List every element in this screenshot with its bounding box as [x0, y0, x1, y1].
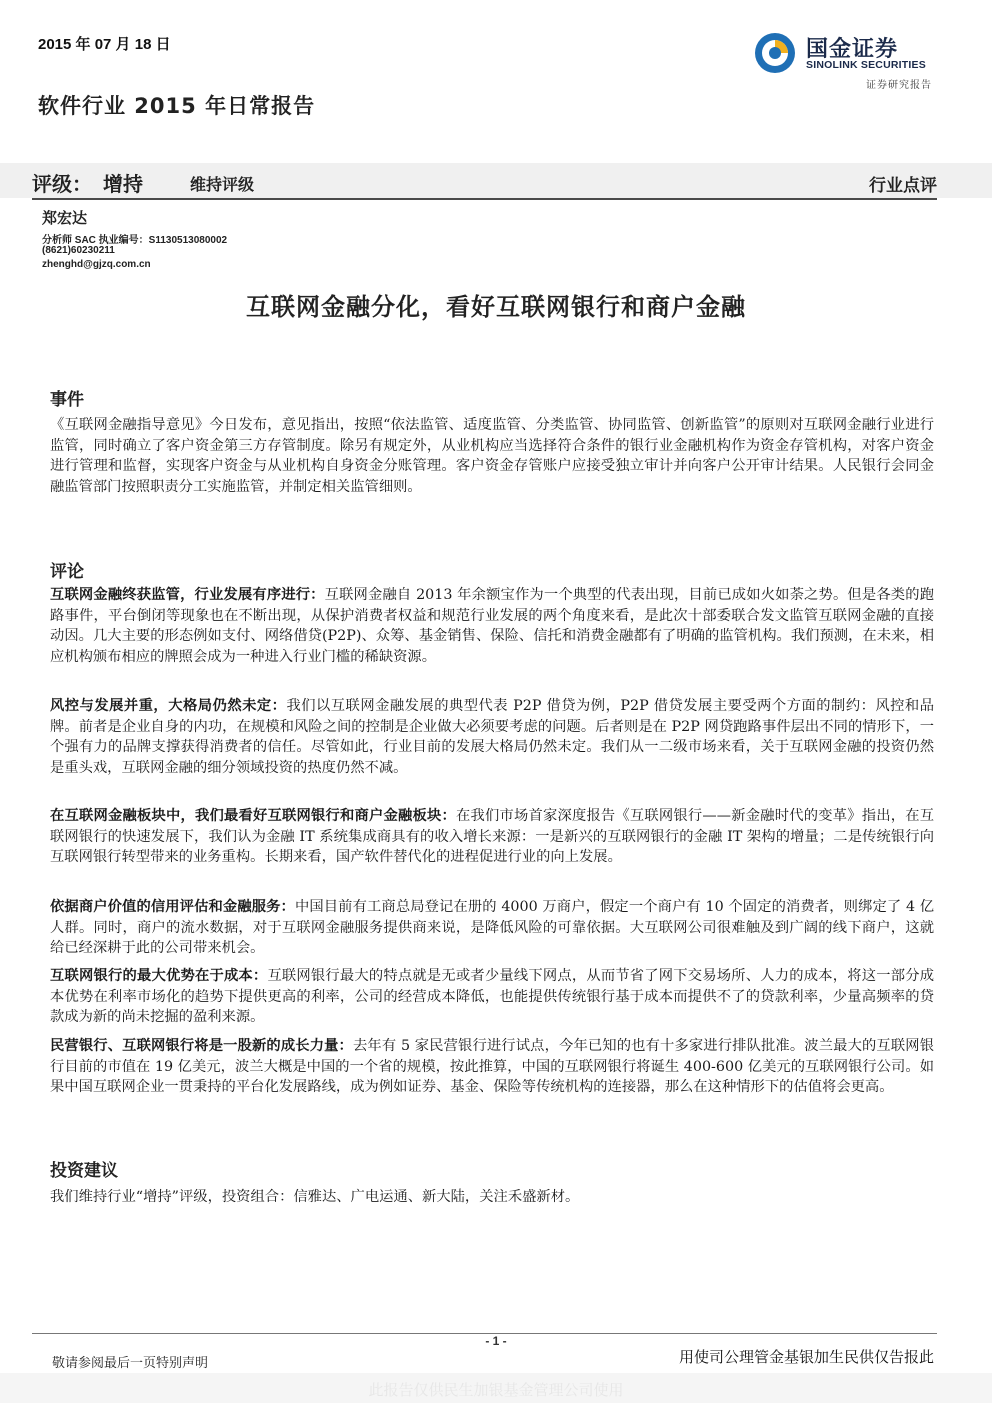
comment-text: 互联网银行最大的特点就是无或者少量线下网点，从而节省了网下交易场所、人力的成本，将这一部分成本优势在利率市场化的趋势下提供更高的利率，公司的经营成本降低，也能提供传统银行基于成本而提供不了的贷款利率，少量高频率的贷款成为新的尚未挖掘的盈利来源。 [50, 968, 935, 1026]
comment-paragraph [50, 1036, 934, 1098]
comment-paragraph [50, 806, 934, 868]
rating-value: 增持 [103, 172, 143, 196]
comment-lead: 民营银行、互联网银行将是一股新的成长力量： [50, 1038, 353, 1054]
comment-text: 去年有 5 家民营银行进行试点，今年已知的也有十多家进行排队批准。波兰最大的互联网银行目前的市值在 19 亿美元，波兰大概是中国的一个省的规模，按此推算，中国的互联网银行将诞生 400-600 亿美元的互联网银行公司。如果中国互联网企业一贯秉持的平台化发展路线，成为例如证券、基金、保险等传统机构的连接器，那么在这种情形下的估值将会更高。 [50, 1038, 935, 1096]
comment-paragraph [50, 696, 934, 778]
invest-paragraph: 我们维持行业“增持”评级，投资组合：信雅达、广电运通、新大陆，关注禾盛新材。 [50, 1189, 580, 1205]
report-headline: 互联网金融分化，看好互联网银行和商户金融 [246, 293, 746, 321]
sinolink-logo [754, 30, 944, 90]
comment-text: 在我们市场首家深度报告《互联网银行——新金融时代的变革》指出，在互联网银行的快速发展下，我们认为金融 IT 系统集成商具有的收入增长来源：一是新兴的互联网银行的金融 IT 架构的增量；二是传统银行向互联网银行转型带来的业务重构。长期来看，国产软件替代化的进程促进行业的向上发展。 [50, 808, 934, 866]
rating-band-divider [32, 198, 937, 200]
footer-usage-note: 用使司公理管金基银加生民供仅告报此 [678, 1348, 934, 1366]
page-number: - 1 - [485, 1334, 507, 1348]
footer-disclaimer: 敬请参阅最后一页特别声明 [52, 1356, 209, 1371]
comment-paragraph [50, 897, 934, 959]
comment-lead: 互联网金融终获监管，行业发展有序进行： [50, 587, 325, 603]
comment-lead: 在互联网金融板块中，我们最看好互联网银行和商户金融板块： [50, 808, 456, 824]
logo-english-name: SINOLINK SECURITIES [806, 59, 926, 71]
comment-text: 我们以互联网金融发展的典型代表 P2P 借贷为例，P2P 借贷发展主要受两个方面的制约：风控和品牌。前者是企业自身的内功，在规模和风险之间的控制是企业做大必须要考虑的问题。后者则是在 P2P 网贷跑路事件层出不同的情形下，一个强有力的品牌支撑获得消费者的信任。尽管如此，行业目前的发展大格局仍然未定。我们从一二级市场来看，关于互联网金融的投资仍然是重头戏，互联网金融的细分领域投资的热度仍然不减。 [50, 698, 934, 776]
logo-chinese-name: 国金证券 [806, 37, 899, 62]
report-category: 行业点评 [869, 176, 937, 196]
logo-subtitle: 证券研究报告 [866, 80, 932, 91]
analyst-email: zhenghd@gjzq.com.cn [42, 259, 151, 270]
footer-watermark: 此报告仅供民生加银基金管理公司使用 [368, 1381, 624, 1399]
rating-label: 评级： [32, 172, 92, 196]
comment-paragraph [50, 585, 934, 667]
report-title: 软件行业 2015 年日常报告 [38, 94, 316, 118]
comment-text: 中国目前有工商总局登记在册的 4000 万商户，假定一个商户有 10 个固定的消费者，则绑定了 4 亿人群。同时，商户的流水数据，对于互联网金融服务提供商来说，是降低风险的可靠依据。大互联网公司很难触及到广阔的线下商户，这就给已经深耕于此的公司带来机会。 [50, 899, 934, 957]
rating-band [0, 163, 992, 198]
analyst-name: 郑宏达 [42, 209, 88, 227]
comment-heading: 评论 [50, 562, 84, 582]
comment-text: 互联网金融自 2013 年余额宝作为一个典型的代表出现，目前已成如火如荼之势。但是各类的跑路事件，平台倒闭等现象也在不断出现，从保护消费者权益和规范行业发展的两个角度来看，是此次十部委联合发文监管互联网金融的直接动因。几大主要的形态例如支付、网络借贷(P2P)、众筹、基金销售、保险、信托和消费金融都有了明确的监管机构。我们预测，在未来，相应机构颁布相应的牌照会成为一种进入行业门槛的稀缺资源。 [50, 587, 934, 665]
comment-paragraph [50, 966, 934, 1028]
event-paragraph: 《互联网金融指导意见》今日发布，意见指出，按照“依法监管、适度监管、分类监管、协同监管、创新监管”的原则对互联网金融行业进行监管，同时确立了客户资金第三方存管制度。除另有规定外，从业机构应当选择符合条件的银行业金融机构作为资金存管机构，对客户资金进行管理和监督，实现客户资金与从业机构自身资金分账管理。客户资金存管账户应接受独立审计并向客户公开审计结果。人民银行会同金融监管部门按照职责分工实施监管，并制定相关监管细则。 [50, 417, 934, 495]
rating-action: 维持评级 [190, 175, 255, 194]
comment-lead: 依据商户价值的信用评估和金融服务： [50, 899, 295, 915]
event-heading: 事件 [50, 390, 84, 410]
analyst-sac-id: 分析师 SAC 执业编号：S1130513080002 [42, 235, 228, 246]
comment-lead: 风控与发展并重，大格局仍然未定： [50, 698, 287, 714]
comment-lead: 互联网银行的最大优势在于成本： [50, 968, 268, 984]
invest-heading: 投资建议 [50, 1161, 118, 1181]
report-date: 2015 年 07 月 18 日 [38, 36, 171, 53]
analyst-phone: (8621)60230211 [42, 245, 115, 256]
sinolink-logo-icon [754, 32, 796, 74]
